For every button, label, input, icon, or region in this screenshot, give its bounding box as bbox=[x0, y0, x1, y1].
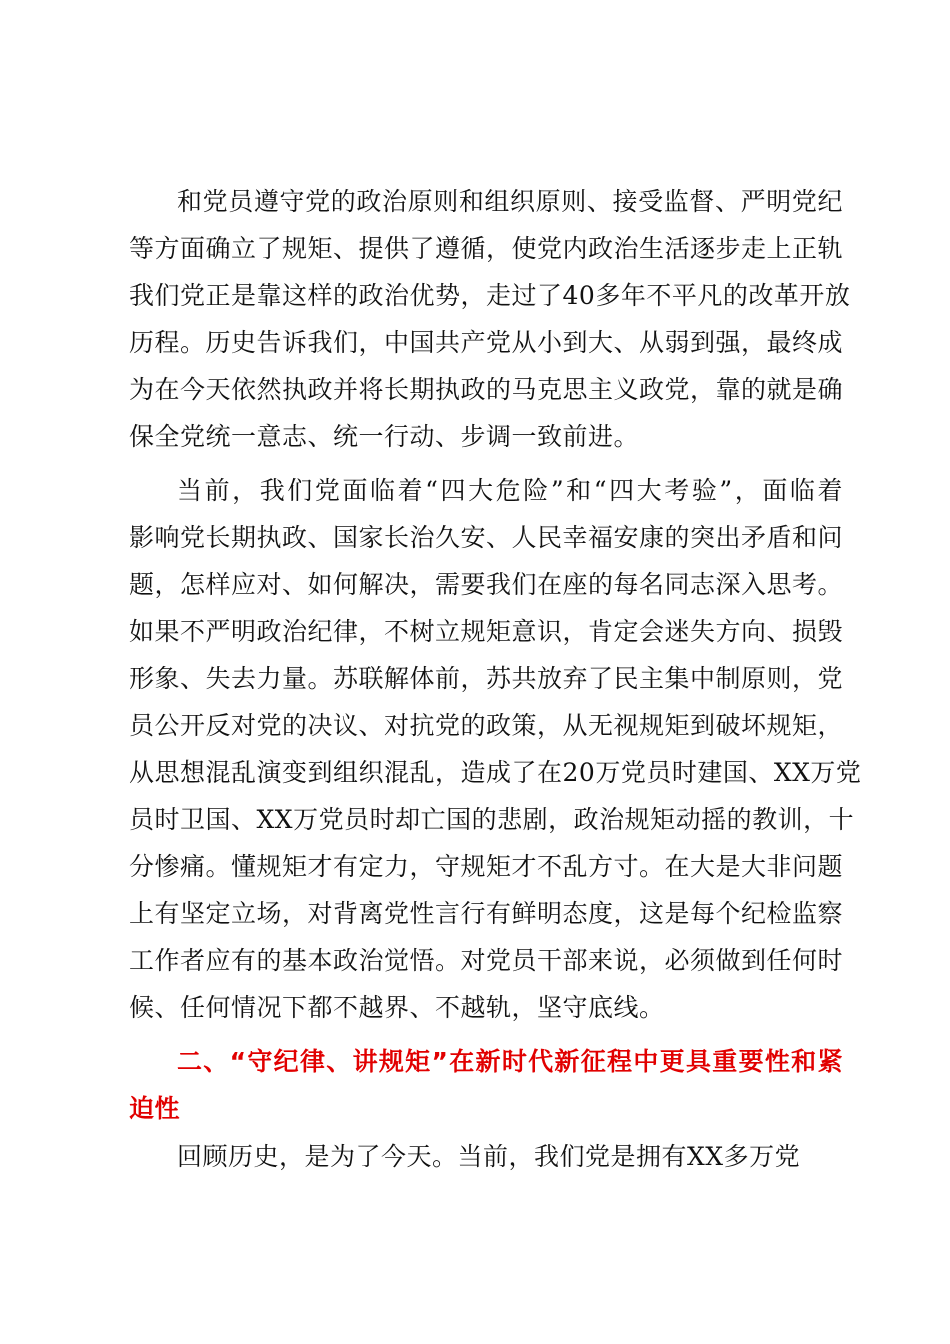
paragraph-2-line-2: 影响党长期执政、国家长治久安、人民幸福安康的突出矛盾和问 bbox=[129, 523, 844, 552]
paragraph-2-line-3: 题，怎样应对、如何解决，需要我们在座的每名同志深入思考。 bbox=[129, 570, 844, 599]
paragraph-2-line-11: 工作者应有的基本政治觉悟。对党员干部来说，必须做到任何时 bbox=[129, 946, 844, 975]
paragraph-1-line-5: 为在今天依然执政并将长期执政的马克思主义政党，靠的就是确 bbox=[129, 375, 844, 404]
paragraph-2-line-7: 从思想混乱演变到组织混乱，造成了在20万党员时建国、XX万党 bbox=[129, 758, 862, 787]
paragraph-2-line-10: 上有坚定立场，对背离党性言行有鲜明态度，这是每个纪检监察 bbox=[129, 899, 844, 928]
paragraph-1-line-4: 历程。历史告诉我们，中国共产党从小到大、从弱到强，最终成 bbox=[129, 328, 844, 357]
paragraph-2-line-4: 如果不严明政治纪律，不树立规矩意识，肯定会迷失方向、损毁 bbox=[129, 617, 844, 646]
paragraph-3-line-1: 回顾历史，是为了今天。当前，我们党是拥有XX多万党 bbox=[177, 1142, 801, 1171]
paragraph-1-line-6: 保全党统一意志、统一行动、步调一致前进。 bbox=[129, 422, 640, 451]
paragraph-2-line-5: 形象、失去力量。苏联解体前，苏共放弃了民主集中制原则，党 bbox=[129, 664, 844, 693]
paragraph-2-line-8: 员时卫国、XX万党员时却亡国的悲剧，政治规矩动摇的教训，十 bbox=[129, 805, 855, 834]
paragraph-1-line-1: 和党员遵守党的政治原则和组织原则、接受监督、严明党纪 bbox=[177, 187, 843, 216]
paragraph-2-line-12: 候、任何情况下都不越界、不越轨，坚守底线。 bbox=[129, 993, 665, 1022]
paragraph-1-line-2: 等方面确立了规矩、提供了遵循，使党内政治生活逐步走上正轨 bbox=[129, 234, 844, 263]
section-heading-line-2: 迫性 bbox=[129, 1094, 181, 1123]
paragraph-2-line-6: 员公开反对党的决议、对抗党的政策，从无视规矩到破坏规矩， bbox=[129, 711, 844, 740]
paragraph-2-line-1: 当前，我们党面临着“四大危险”和“四大考验”，面临着 bbox=[177, 476, 843, 505]
paragraph-1-line-3: 我们党正是靠这样的政治优势，走过了40多年不平凡的改革开放 bbox=[129, 281, 851, 310]
section-heading-line-1: 二、“守纪律、讲规矩”在新时代新征程中更具重要性和紧 bbox=[177, 1047, 843, 1076]
paragraph-2-line-9: 分惨痛。懂规矩才有定力，守规矩才不乱方寸。在大是大非问题 bbox=[129, 852, 844, 881]
